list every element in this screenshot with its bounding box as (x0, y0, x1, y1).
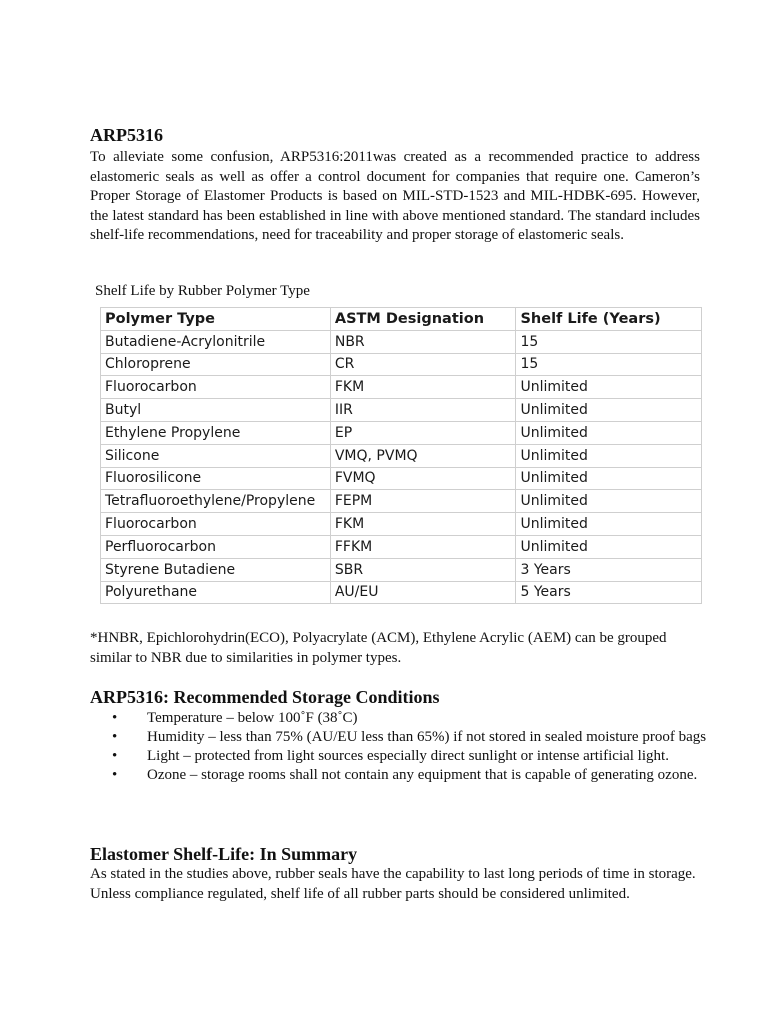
table-row (101, 353, 702, 376)
cell-polymer: Styrene Butadiene (101, 558, 331, 581)
cell-astm: CR (330, 353, 516, 376)
bullet-icon: • (112, 767, 118, 783)
cell-polymer: Fluorocarbon (101, 513, 331, 536)
cell-astm: VMQ, PVMQ (330, 444, 516, 467)
cell-shelf-life: Unlimited (516, 399, 702, 422)
table-row (101, 421, 702, 444)
cell-shelf-life: 3 Years (516, 558, 702, 581)
table-row (101, 467, 702, 490)
table-header-row (101, 308, 702, 331)
shelf-life-table (100, 307, 702, 604)
table-row (101, 444, 702, 467)
table-row (101, 513, 702, 536)
cell-polymer: Silicone (101, 444, 331, 467)
list-item (90, 747, 710, 766)
cell-shelf-life: Unlimited (516, 467, 702, 490)
cell-polymer: Butadiene-Acrylonitrile (101, 330, 331, 353)
bullet-icon: • (112, 748, 118, 764)
summary-paragraph: As stated in the studies above, rubber seals have the capability to last long periods of time in storage. Unless compliance regulated, shelf life of all rubber parts should be considered unlimited. (90, 866, 696, 902)
cell-polymer: Polyurethane (101, 581, 331, 604)
summary-heading: Elastomer Shelf-Life: In Summary (90, 844, 358, 864)
list-item (90, 766, 710, 785)
list-item-text: Light – protected from light sources especially direct sunlight or intense artificial light. (147, 748, 669, 764)
cell-polymer: Perfluorocarbon (101, 535, 331, 558)
cell-shelf-life: 15 (516, 353, 702, 376)
storage-conditions-list (90, 709, 710, 785)
list-item-text: Ozone – storage rooms shall not contain any equipment that is capable of generating ozone. (147, 767, 698, 783)
cell-astm: FKM (330, 376, 516, 399)
cell-shelf-life: 15 (516, 330, 702, 353)
section-heading-arp5316: ARP5316 (90, 125, 163, 145)
cell-shelf-life: 5 Years (516, 581, 702, 604)
bullet-icon: • (112, 710, 118, 726)
cell-polymer: Fluorocarbon (101, 376, 331, 399)
intro-paragraph: To alleviate some confusion, ARP5316:2011was created as a recommended practice to address elastomeric seals as well as offer a control document for companies that require one. Cameron’s Proper Storage of Elastomer Products is based on MIL-STD-1523 and MIL-HDBK-695. However, the latest standard has been established in line with above mentioned standard. The standard includes shelf-life recommendations, need for traceability and proper storage of elastomeric seals. (90, 149, 700, 243)
table-row (101, 535, 702, 558)
cell-shelf-life: Unlimited (516, 421, 702, 444)
cell-astm: AU/EU (330, 581, 516, 604)
table-row (101, 490, 702, 513)
cell-polymer: Fluorosilicone (101, 467, 331, 490)
table-row (101, 558, 702, 581)
cell-shelf-life: Unlimited (516, 513, 702, 536)
list-item (90, 728, 710, 747)
list-item (90, 709, 710, 728)
cell-astm: NBR (330, 330, 516, 353)
cell-shelf-life: Unlimited (516, 444, 702, 467)
cell-polymer: Chloroprene (101, 353, 331, 376)
cell-astm: FEPM (330, 490, 516, 513)
header-shelf-life: Shelf Life (Years) (516, 308, 702, 331)
table-footnote: *HNBR, Epichlorohydrin(ECO), Polyacrylate (ACM), Ethylene Acrylic (AEM) can be grouped similar to NBR due to similarities in polymer types. (90, 630, 667, 666)
table-row (101, 376, 702, 399)
storage-conditions-heading: ARP5316: Recommended Storage Conditions (90, 687, 440, 707)
table-row (101, 330, 702, 353)
header-astm-designation: ASTM Designation (330, 308, 516, 331)
cell-astm: IIR (330, 399, 516, 422)
cell-astm: FVMQ (330, 467, 516, 490)
cell-polymer: Tetrafluoroethylene/Propylene (101, 490, 331, 513)
table-row (101, 581, 702, 604)
table-row (101, 399, 702, 422)
bullet-icon: • (112, 729, 118, 745)
cell-polymer: Ethylene Propylene (101, 421, 331, 444)
table-caption: Shelf Life by Rubber Polymer Type (95, 283, 310, 299)
cell-astm: EP (330, 421, 516, 444)
cell-shelf-life: Unlimited (516, 376, 702, 399)
cell-shelf-life: Unlimited (516, 535, 702, 558)
cell-shelf-life: Unlimited (516, 490, 702, 513)
list-item-text: Temperature – below 100˚F (38˚C) (147, 710, 358, 726)
cell-astm: FKM (330, 513, 516, 536)
header-polymer-type: Polymer Type (101, 308, 331, 331)
list-item-text: Humidity – less than 75% (AU/EU less than 65%) if not stored in sealed moisture proof bags (147, 729, 707, 745)
cell-astm: FFKM (330, 535, 516, 558)
cell-astm: SBR (330, 558, 516, 581)
cell-polymer: Butyl (101, 399, 331, 422)
